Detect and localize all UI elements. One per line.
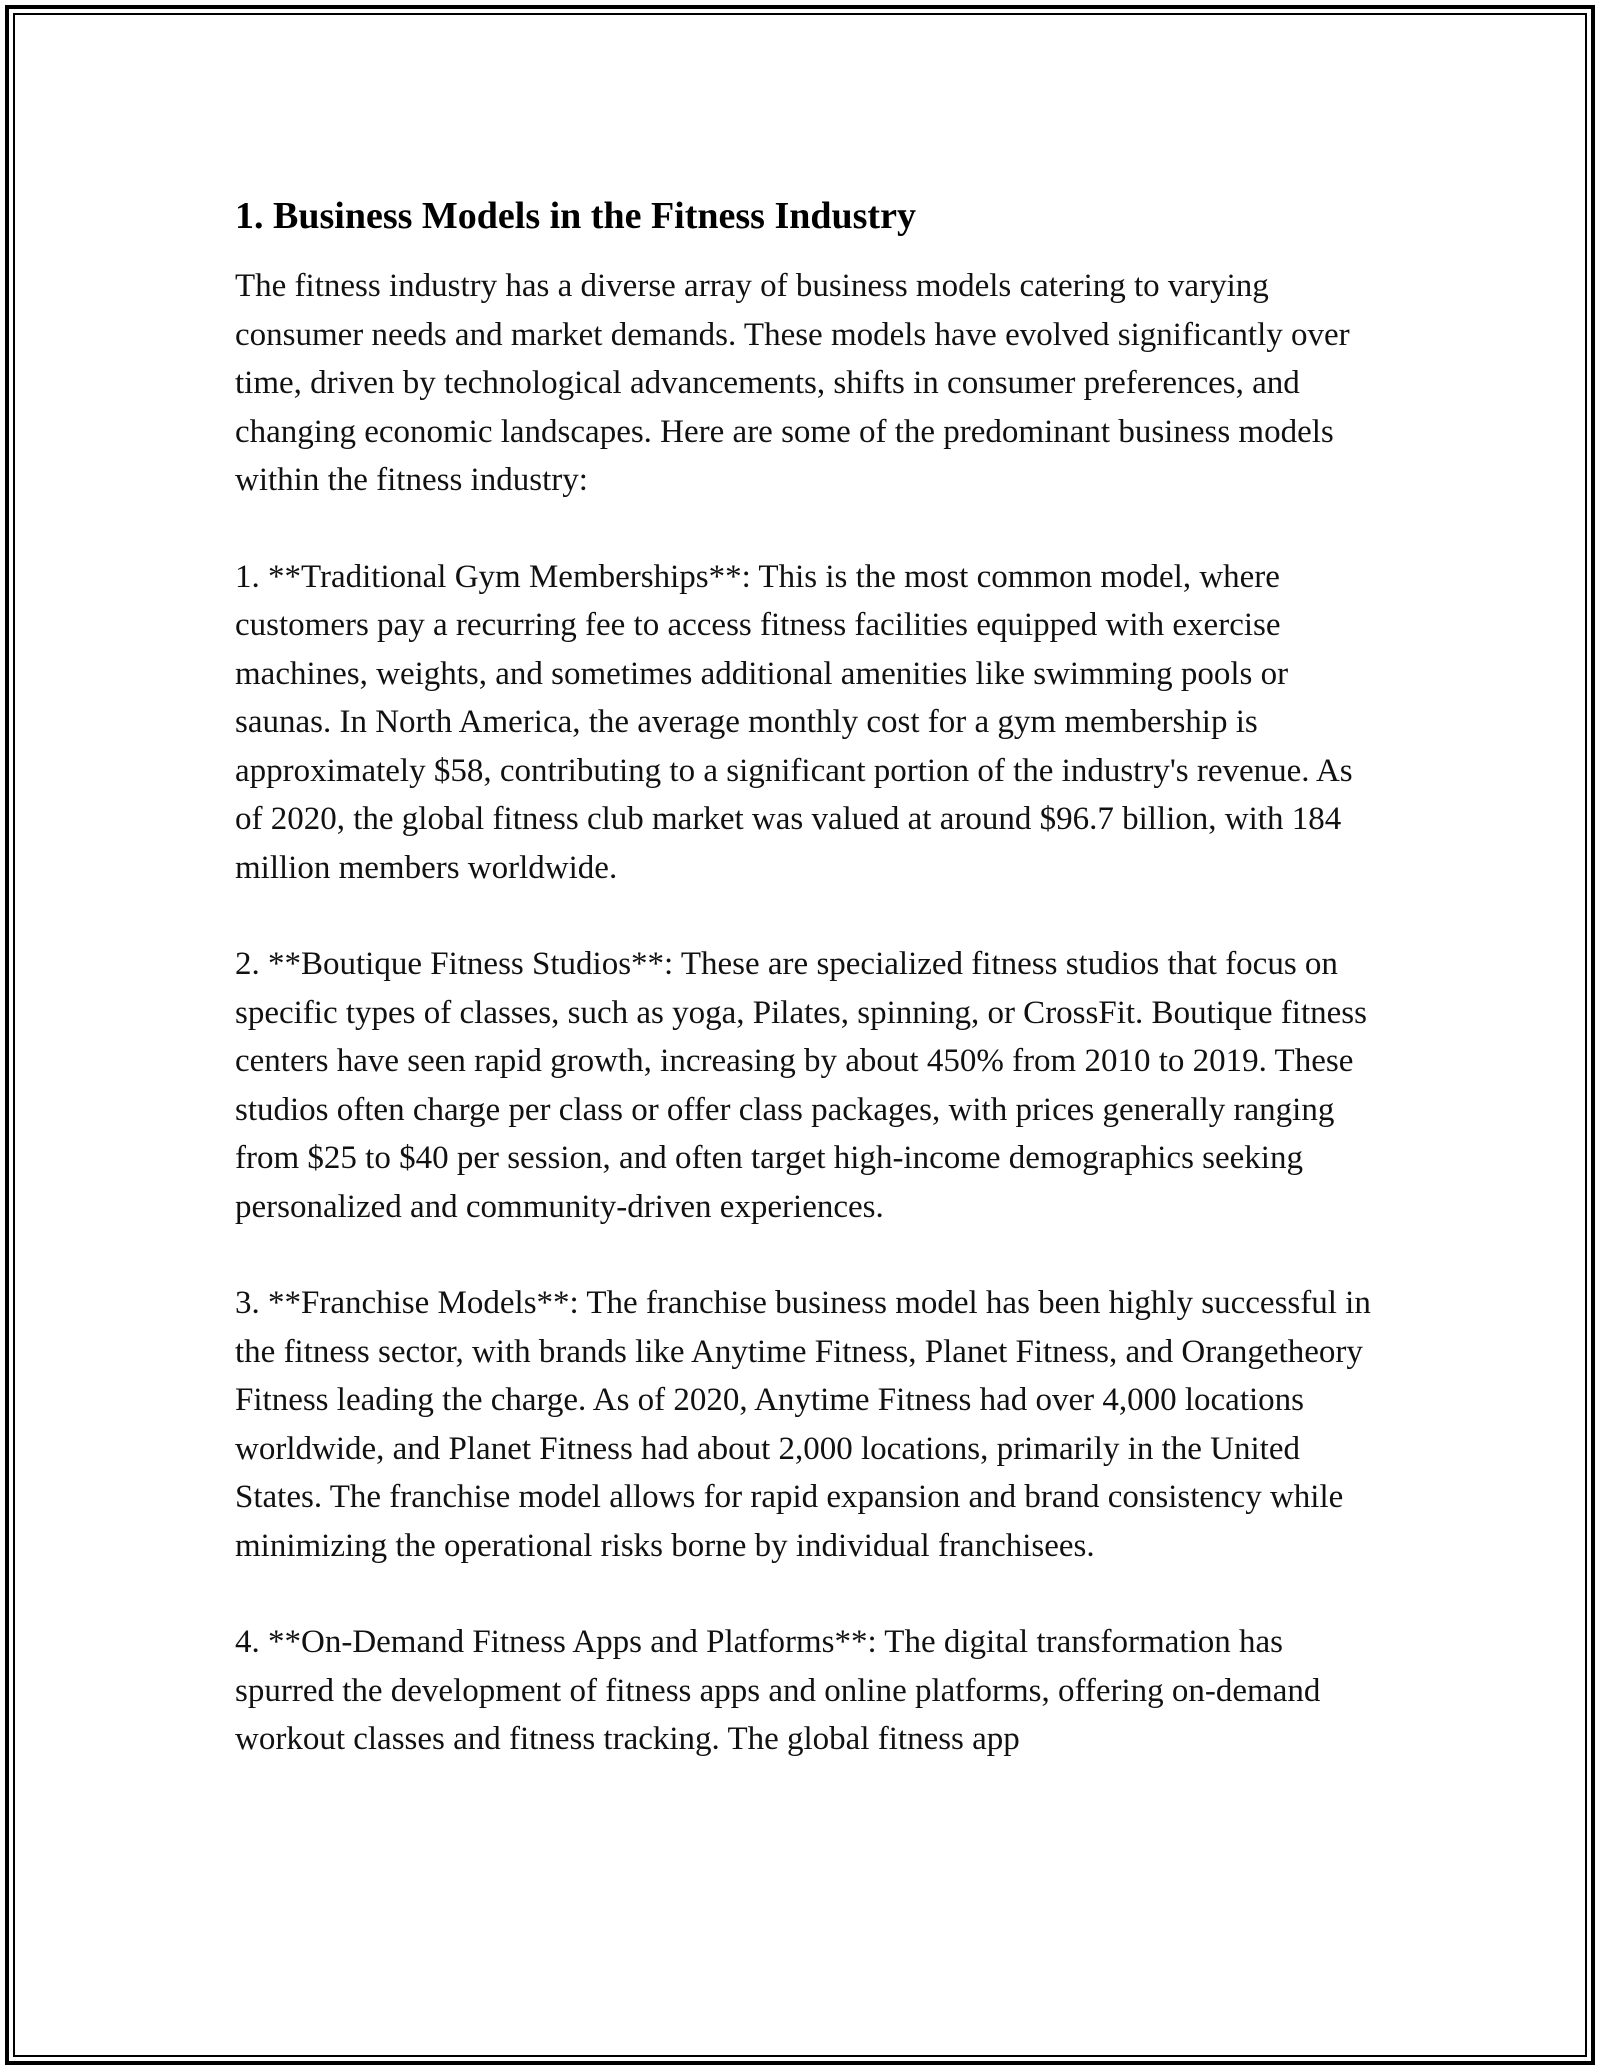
section-heading: 1. Business Models in the Fitness Industry (235, 195, 916, 237)
paragraph-on-demand-apps: 4. **On-Demand Fitness Apps and Platforms**: The digital transformation has spurred the development of fitness apps and online platforms, offering on-demand workout classes and fitness tracking. The global fitness app (235, 1624, 1321, 1757)
document-body (235, 180, 1385, 1812)
intro-paragraph: The fitness industry has a diverse array of business models catering to varying consumer needs and market demands. These models have evolved significantly over time, driven by technological advancements, shifts in consumer preferences, and changing economic landscapes. Here are some of the predominant business models within the fitness industry: (235, 268, 1350, 498)
paragraph-franchise-models: 3. **Franchise Models**: The franchise business model has been highly successful in the fitness sector, with brands like Anytime Fitness, Planet Fitness, and Orangetheory Fitness leading the charge. As of 2020, Anytime Fitness had over 4,000 locations worldwide, and Planet Fitness had about 2,000 locations, primarily in the United States. The franchise model allows for rapid expansion and brand consistency while minimizing the operational risks borne by individual franchisees. (235, 1285, 1371, 1564)
paragraph-boutique-studios: 2. **Boutique Fitness Studios**: These are specialized fitness studios that focus on specific types of classes, such as yoga, Pilates, spinning, or CrossFit. Boutique fitness centers have seen rapid growth, increasing by about 450% from 2010 to 2019. These studios often charge per class or offer class packages, with prices generally ranging from $25 to $40 per session, and often target high-income demographics seeking personalized and community-driven experiences. (235, 946, 1367, 1225)
paragraph-traditional-gym: 1. **Traditional Gym Memberships**: This is the most common model, where customers pay a recurring fee to access fitness facilities equipped with exercise machines, weights, and sometimes additional amenities like swimming pools or saunas. In North America, the average monthly cost for a gym membership is approximately $58, contributing to a significant portion of the industry's revenue. As of 2020, the global fitness club market was valued at around $96.7 billion, with 184 million members worldwide. (235, 558, 1353, 886)
